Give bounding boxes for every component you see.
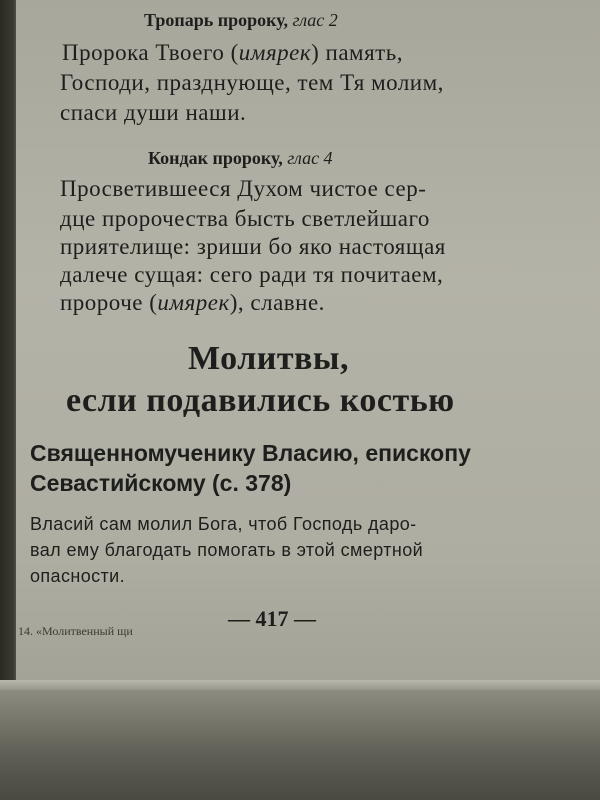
page-number: — 417 —: [228, 606, 316, 631]
kontakion-line-4: далече сущая: сего ради тя почитаем,: [60, 262, 444, 287]
saint-heading-line-1: Священномученику Власию, епископу: [30, 440, 471, 466]
signature-mark: 14. «Молитвенный щи: [18, 624, 133, 638]
description-line-1: Власий сам молил Бога, чтоб Господь даро-: [30, 514, 417, 534]
table-surface: [0, 690, 600, 800]
troparion-line-3: спаси души наши.: [60, 100, 247, 125]
troparion-line-1: Пророка Твоего (имярек) память,: [62, 40, 403, 65]
troparion-line-2: Господи, празднующе, тем Тя молим,: [60, 70, 444, 95]
section-title-line-2: если подавились костью: [66, 382, 455, 419]
kontakion-tone: глас 4: [287, 148, 333, 168]
troparion-tone: глас 2: [292, 10, 338, 30]
description-line-2: вал ему благодать помогать в этой смертной: [30, 540, 424, 560]
kontakion-line-2: дце пророчества бысть светлейшаго: [60, 206, 430, 231]
kontakion-heading: Кондак пророку, глас 4: [148, 148, 333, 168]
troparion-heading: Тропарь пророку, глас 2: [144, 10, 338, 30]
kontakion-line-5: пророче (имярек), славне.: [60, 290, 325, 315]
saint-heading-line-2: Севастийскому (с. 378): [30, 470, 292, 496]
kontakion-line-3: приятелище: зриши бо яко настоящая: [60, 234, 446, 259]
kontakion-line-1: Просветившееся Духом чистое сер-: [60, 176, 427, 201]
book-page: [14, 0, 600, 700]
description-line-3: опасности.: [30, 566, 126, 586]
section-title-line-1: Молитвы,: [188, 340, 349, 377]
